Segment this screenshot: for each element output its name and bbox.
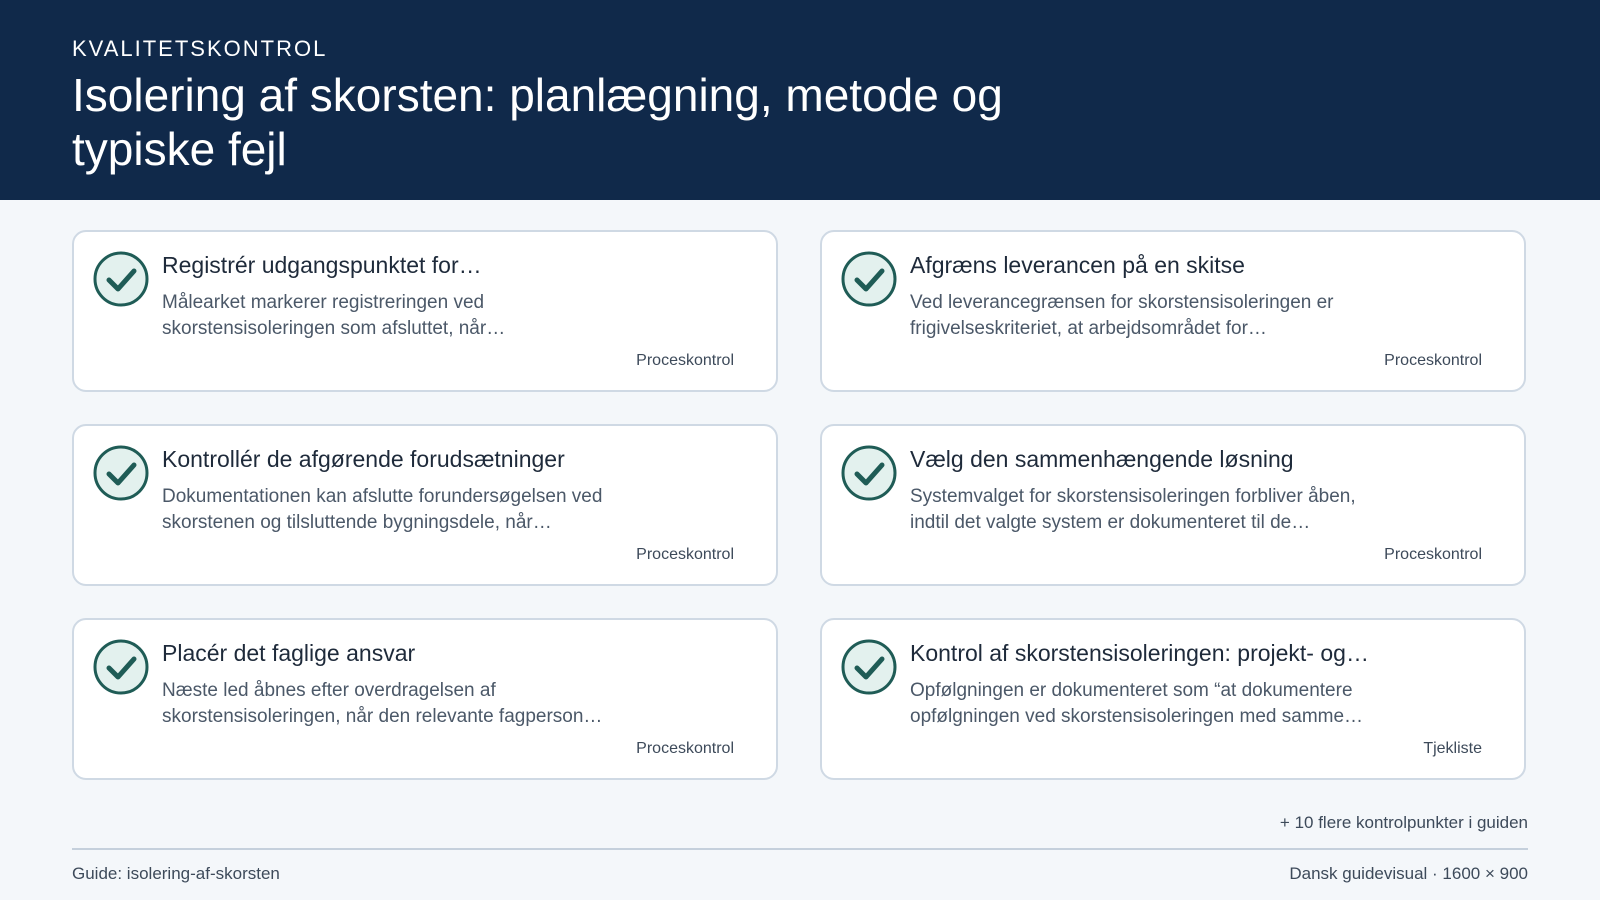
footer-divider (72, 848, 1528, 850)
card-tag: Tjekliste (1423, 740, 1482, 757)
card-description-line-2: opfølgningen ved skorstensisoleringen med samme… (910, 706, 1364, 727)
card-tag: Proceskontrol (636, 546, 734, 563)
footer-guide-label: Guide: isolering-af-skorsten (72, 864, 280, 883)
card-tag: Proceskontrol (636, 352, 734, 369)
card-description-line-1: Næste led åbnes efter overdragelsen af (162, 680, 496, 701)
check-circle-icon (840, 638, 898, 696)
card-description-line-1: Ved leverancegrænsen for skorstensisoleringen er (910, 292, 1334, 313)
card-title: Kontrol af skorstensisoleringen: projekt- og… (910, 640, 1369, 666)
checkpoint-card[interactable] (820, 230, 1526, 392)
card-description-line-2: skorstenen og tilsluttende bygningsdele, når… (162, 512, 552, 533)
checkpoint-card[interactable] (72, 230, 778, 392)
card-description-line-1: Systemvalget for skorstensisoleringen forbliver åben, (910, 486, 1356, 507)
checkpoint-card[interactable] (820, 424, 1526, 586)
card-description (162, 290, 722, 342)
card-description-line-2: frigivelseskriteriet, at arbejdsområdet for… (910, 318, 1267, 339)
card-description-line-1: Målearket markerer registreringen ved (162, 292, 485, 313)
card-description-line-2: skorstensisoleringen som afsluttet, når… (162, 318, 506, 339)
card-description (910, 484, 1470, 536)
card-title: Placér det faglige ansvar (162, 640, 416, 666)
card-title: Registrér udgangspunktet for… (162, 252, 482, 278)
header-banner (0, 0, 1600, 200)
checkpoint-card[interactable] (820, 618, 1526, 780)
card-description-line-1: Dokumentationen kan afslutte forundersøgelsen ved (162, 486, 603, 507)
eyebrow-label: KVALITETSKONTROL (72, 36, 328, 61)
check-circle-icon (92, 444, 150, 502)
page-title-line-2: typiske fejl (72, 123, 287, 175)
page-title-line-1: Isolering af skorsten: planlægning, metode og (72, 69, 1003, 121)
more-checkpoints-link[interactable]: + 10 flere kontrolpunkter i guiden (1279, 813, 1528, 832)
page-title (72, 68, 1072, 176)
card-description (910, 678, 1470, 730)
card-title: Afgræns leverancen på en skitse (910, 252, 1245, 278)
check-circle-icon (92, 638, 150, 696)
card-description (162, 678, 722, 730)
card-description-line-2: indtil det valgte system er dokumenteret til de… (910, 512, 1311, 533)
card-description (162, 484, 722, 536)
check-circle-icon (840, 444, 898, 502)
check-circle-icon (840, 250, 898, 308)
card-title: Kontrollér de afgørende forudsætninger (162, 446, 565, 472)
card-tag: Proceskontrol (1384, 546, 1482, 563)
card-tag: Proceskontrol (1384, 352, 1482, 369)
checkpoint-card[interactable] (72, 618, 778, 780)
card-description-line-1: Opfølgningen er dokumenteret som “at dokumentere (910, 680, 1353, 701)
footer-meta-label: Dansk guidevisual · 1600 × 900 (1289, 864, 1528, 883)
card-tag: Proceskontrol (636, 740, 734, 757)
card-description-line-2: skorstensisoleringen, når den relevante fagperson… (162, 706, 603, 727)
checkpoint-card[interactable] (72, 424, 778, 586)
card-title: Vælg den sammenhængende løsning (910, 446, 1294, 472)
card-description (910, 290, 1470, 342)
check-circle-icon (92, 250, 150, 308)
